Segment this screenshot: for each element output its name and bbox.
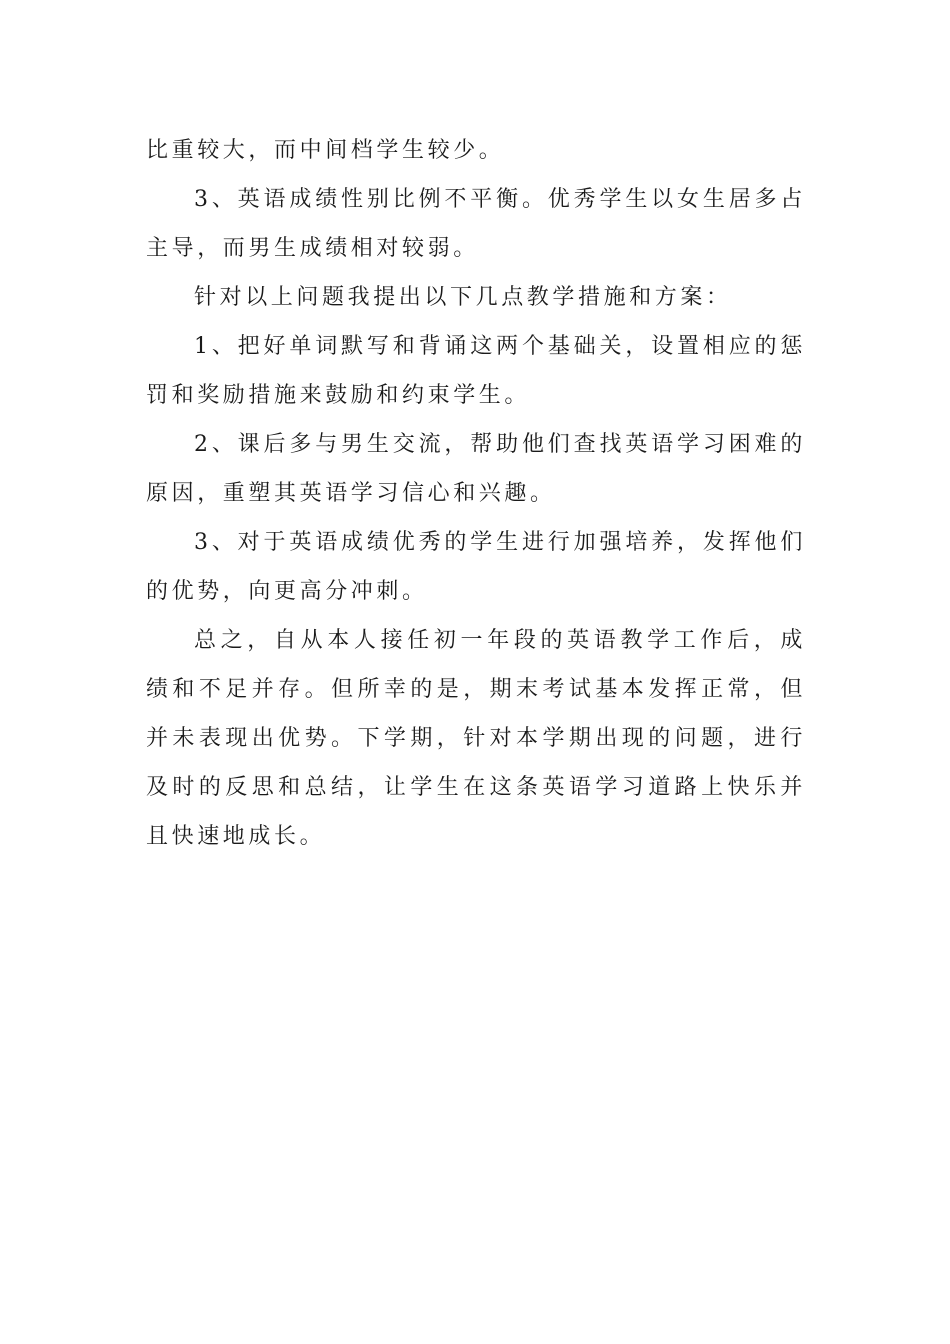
paragraph-measure-2: 2、课后多与男生交流，帮助他们查找英语学习困难的原因，重塑其英语学习信心和兴趣。 <box>146 432 806 506</box>
paragraph-measures-intro: 针对以上问题我提出以下几点教学措施和方案： <box>194 285 732 310</box>
paragraph-conclusion: 总之，自从本人接任初一年段的英语教学工作后，成绩和不足并存。但所幸的是，期末考试基本发挥正常，但并未表现出优势。下学期，针对本学期出现的问题，进行及时的反思和总结，让学生在这条英语学习道路上快乐并且快速地成长。 <box>146 628 806 849</box>
paragraph-continuation: 比重较大，而中间档学生较少。 <box>146 138 505 163</box>
paragraph-gender-ratio: 3、英语成绩性别比例不平衡。优秀学生以女生居多占主导，而男生成绩相对较弱。 <box>146 187 806 261</box>
paragraph-measure-3: 3、对于英语成绩优秀的学生进行加强培养，发挥他们的优势，向更高分冲刺。 <box>146 530 806 604</box>
document-body <box>146 126 806 861</box>
paragraph-measure-1: 1、把好单词默写和背诵这两个基础关，设置相应的惩罚和奖励措施来鼓励和约束学生。 <box>146 334 806 408</box>
